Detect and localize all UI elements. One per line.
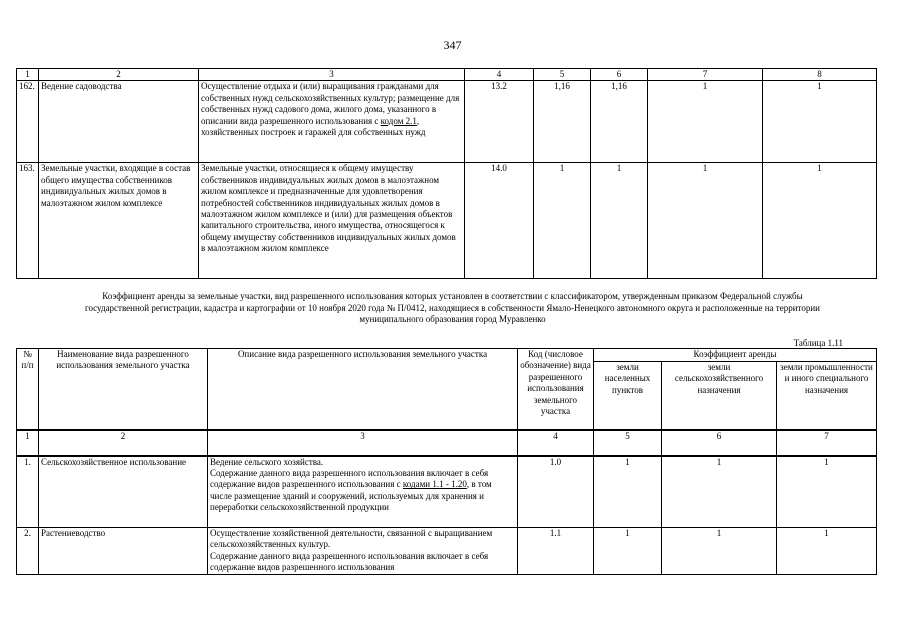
code-reference-link[interactable]: кодом 2.1 — [380, 115, 417, 126]
column-number: 6 — [662, 430, 777, 456]
row-number: 163. — [17, 163, 39, 279]
code-reference-link[interactable]: кодами 1.1 - 1.20 — [402, 479, 467, 490]
use-name: Ведение садоводства — [39, 81, 199, 163]
coefficient-value: 1 — [763, 81, 877, 163]
column-number: 3 — [199, 69, 465, 81]
use-code: 13.2 — [465, 81, 534, 163]
coefficient-value: 1 — [648, 81, 763, 163]
coefficient-value: 1 — [763, 163, 877, 279]
name-header: Наименование вида разрешенного использования земельного участка — [39, 349, 208, 430]
row-number: 162. — [17, 81, 39, 163]
column-number-row — [17, 430, 877, 456]
coefficient-value: 1 — [594, 528, 662, 575]
use-name: Сельскохозяйственное использование — [39, 456, 208, 528]
column-number: 8 — [763, 69, 877, 81]
coefficient-header: Коэффициент аренды — [594, 349, 877, 362]
use-code: 1.0 — [518, 456, 594, 528]
column-number: 5 — [594, 430, 662, 456]
lease-coefficient-table — [16, 348, 877, 575]
agricultural-lands-header: земли сельскохозяйственного назначения — [662, 362, 777, 430]
column-number: 2 — [39, 69, 199, 81]
number-header: № п/п — [17, 349, 39, 430]
column-number: 4 — [518, 430, 594, 456]
column-number: 7 — [648, 69, 763, 81]
description-header: Описание вида разрешенного использования земельного участка — [208, 349, 518, 430]
column-number: 7 — [777, 430, 877, 456]
use-code: 1.1 — [518, 528, 594, 575]
use-description: Земельные участки, относящиеся к общему имуществу собственников индивидуальных жилых домов в малоэтажном жилом комплексе и предназначенные для удовлетворения потребностей собственников индивидуальных жилых домов в малоэтажном жилом комплексе и (или) для размещения объектов капитального строительства, иного имущества, относящегося к общему имуществу собственников индивидуальных жилых домов в малоэтажном жилом комплексе — [199, 163, 465, 279]
coefficient-value: 1 — [534, 163, 591, 279]
table-caption: Коэффициент аренды за земельные участки, вид разрешенного использования которых установлен в соответствии с классификатором, утвержденным приказом Федеральной службы государственной регистрации, кадастра и картографии от 10 ноября 2020 года № П/0412, находящиеся в собственности Ямало-Ненецкого автономного округа и расположенные на территории муниципального образования город Муравленко — [84, 291, 820, 325]
use-description: Осуществление отдыха и (или) выращивания гражданами для собственных нужд сельскохозяйственных культур; размещение для собственных нужд садового дома, жилого дома, указанного в описании вида разрешенного использования с кодом 2.1, хозяйственных построек и гаражей для собственных нужд — [199, 81, 465, 163]
table-row — [17, 456, 877, 528]
use-description: Осуществление хозяйственной деятельности, связанной с выращиванием сельскохозяйственных культур. Содержание данного вида разрешенного использования включает в себя содержание видов разрешенного использования — [208, 528, 518, 575]
coefficient-value: 1 — [662, 528, 777, 575]
use-code: 14.0 — [465, 163, 534, 279]
column-number: 1 — [17, 69, 39, 81]
land-use-table-continuation — [16, 68, 877, 279]
coefficient-value: 1 — [777, 456, 877, 528]
column-number: 5 — [534, 69, 591, 81]
column-number: 4 — [465, 69, 534, 81]
code-header: Код (числовое обозначение) вида разрешенного использования земельного участка — [518, 349, 594, 430]
row-number: 2. — [17, 528, 39, 575]
coefficient-value: 1,16 — [591, 81, 648, 163]
coefficient-value: 1 — [591, 163, 648, 279]
settlement-lands-header: земли населенных пунктов — [594, 362, 662, 430]
industrial-lands-header: земли промышленности и иного специального назначения — [777, 362, 877, 430]
table-row — [17, 528, 877, 575]
table-row — [17, 163, 877, 279]
coefficient-value: 1 — [777, 528, 877, 575]
table-label: Таблица 1.11 — [793, 338, 843, 348]
use-description: Ведение сельского хозяйства. Содержание данного вида разрешенного использования включает в себя содержание видов разрешенного использования с кодами 1.1 - 1.20, в том числе размещение зданий и сооружений, используемых для хранения и переработки сельскохозяйственной продукции — [208, 456, 518, 528]
column-number: 6 — [591, 69, 648, 81]
use-name: Земельные участки, входящие в состав общего имущества собственников индивидуальных жилых домов в малоэтажном жилом комплексе — [39, 163, 199, 279]
coefficient-value: 1 — [662, 456, 777, 528]
coefficient-value: 1 — [594, 456, 662, 528]
column-number: 2 — [39, 430, 208, 456]
page-number: 347 — [443, 38, 462, 52]
coefficient-value: 1,16 — [534, 81, 591, 163]
header-row — [17, 349, 877, 362]
row-number: 1. — [17, 456, 39, 528]
column-number: 3 — [208, 430, 518, 456]
coefficient-value: 1 — [648, 163, 763, 279]
use-name: Растениеводство — [39, 528, 208, 575]
table-row — [17, 81, 877, 163]
column-number-row — [17, 69, 877, 81]
column-number: 1 — [17, 430, 39, 456]
